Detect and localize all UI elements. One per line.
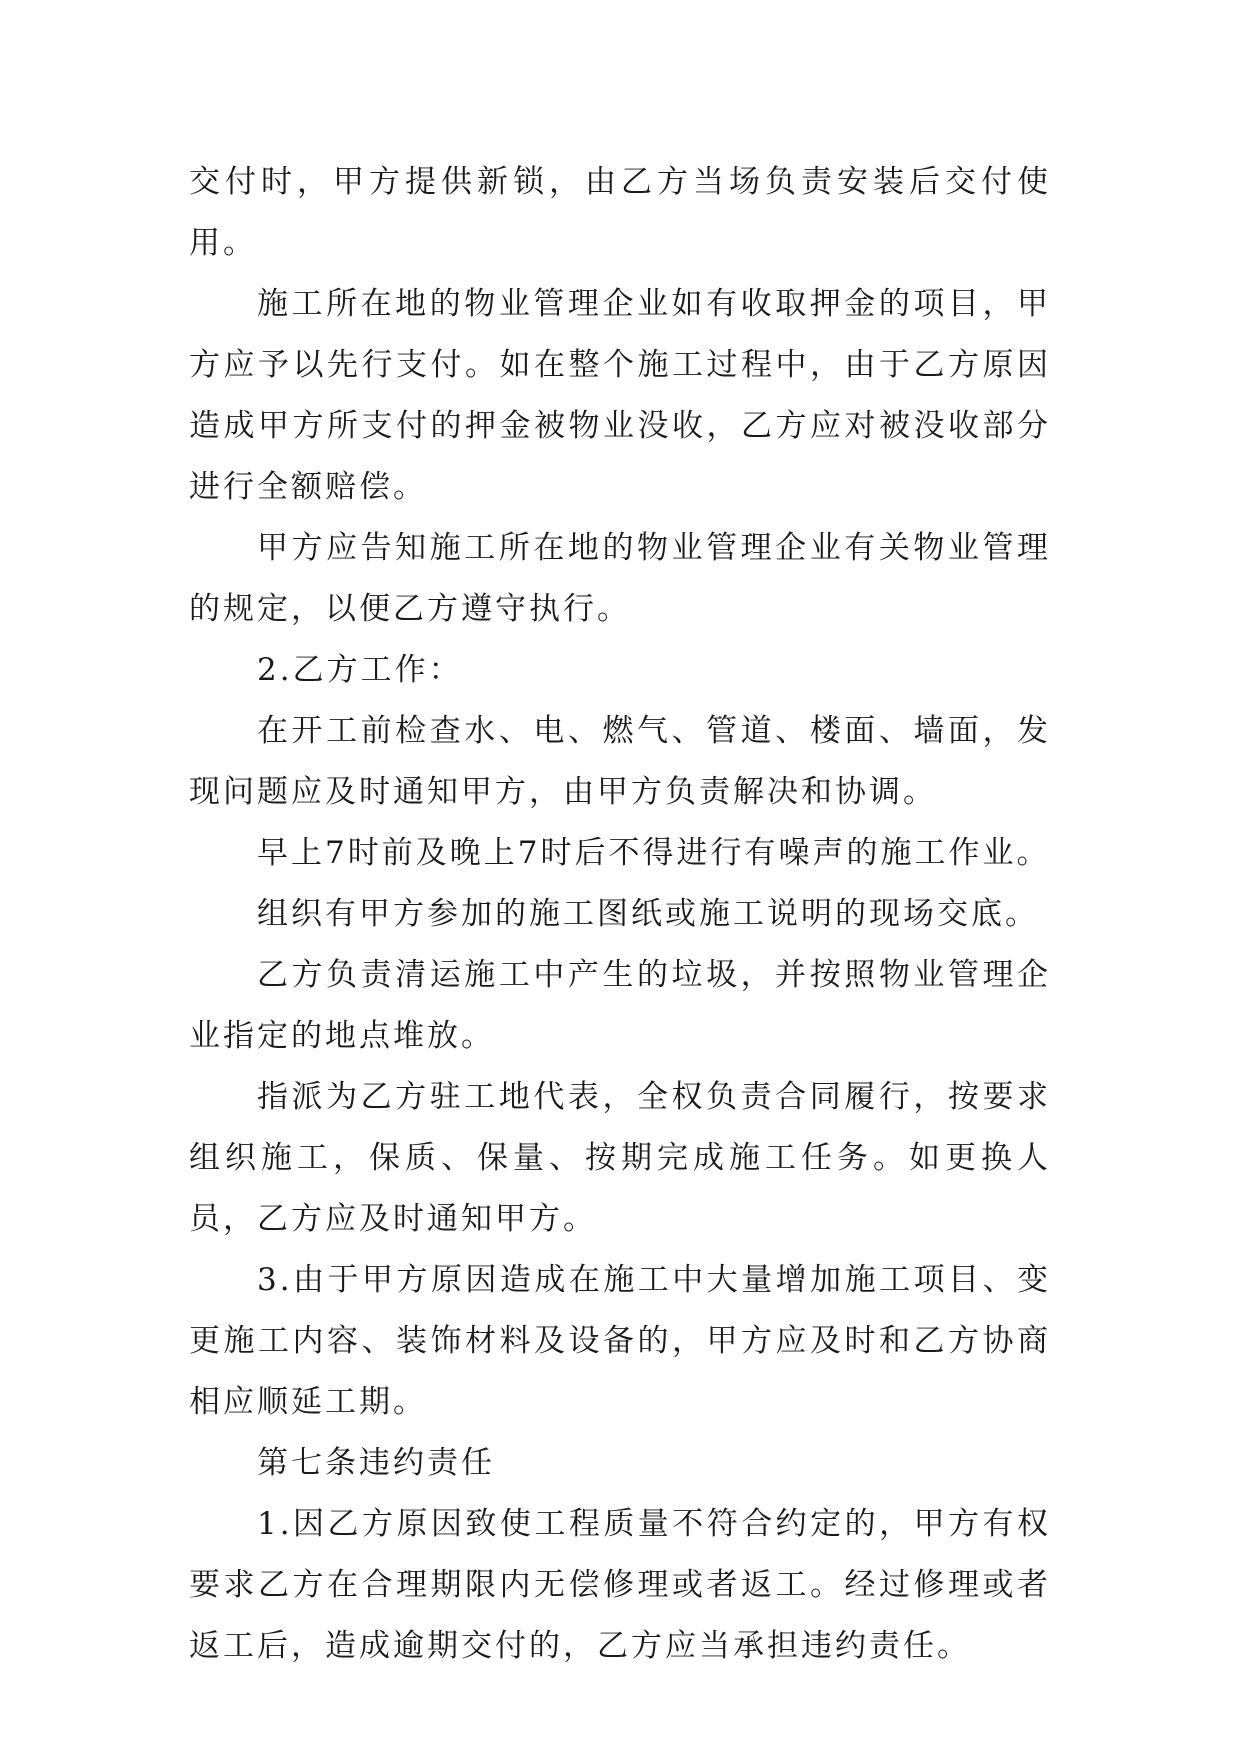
- paragraph-site-representative: 指派为乙方驻工地代表，全权负责合同履行，按要求组织施工，保质、保量、按期完成施工任务。如更换人员，乙方应及时通知甲方。: [189, 1079, 1051, 1237]
- document-body: [189, 152, 1051, 1677]
- paragraph-pre-start-inspection: 在开工前检查水、电、燃气、管道、楼面、墙面，发现问题应及时通知甲方，由甲方负责解决和协调。: [189, 713, 1051, 810]
- section-heading-party-b-work: 2.乙方工作：: [257, 652, 463, 688]
- paragraph-schedule-extension: 3.由于甲方原因造成在施工中大量增加施工项目、变更施工内容、装饰材料及设备的，甲方应及时和乙方协商相应顺延工期。: [189, 1262, 1051, 1420]
- paragraph-property-rules: 甲方应告知施工所在地的物业管理企业有关物业管理的规定，以便乙方遵守执行。: [189, 530, 1051, 627]
- paragraph-quality-breach: 1.因乙方原因致使工程质量不符合约定的，甲方有权要求乙方在合理期限内无偿修理或者返工。经过修理或者返工后，造成逾期交付的，乙方应当承担违约责任。: [189, 1506, 1051, 1664]
- paragraph-site-briefing: 组织有甲方参加的施工图纸或施工说明的现场交底。: [257, 896, 1039, 932]
- paragraph-waste-removal: 乙方负责清运施工中产生的垃圾，并按照物业管理企业指定的地点堆放。: [189, 957, 1051, 1054]
- paragraph-property-deposit: 施工所在地的物业管理企业如有收取押金的项目，甲方应予以先行支付。如在整个施工过程中，由于乙方原因造成甲方所支付的押金被物业没收，乙方应对被没收部分进行全额赔偿。: [189, 286, 1051, 505]
- article-heading-breach-liability: 第七条违约责任: [257, 1445, 495, 1481]
- paragraph-noise-hours: 早上7时前及晚上7时后不得进行有噪声的施工作业。: [257, 835, 1051, 871]
- paragraph-delivery-new-lock: 交付时，甲方提供新锁，由乙方当场负责安装后交付使用。: [189, 164, 1051, 261]
